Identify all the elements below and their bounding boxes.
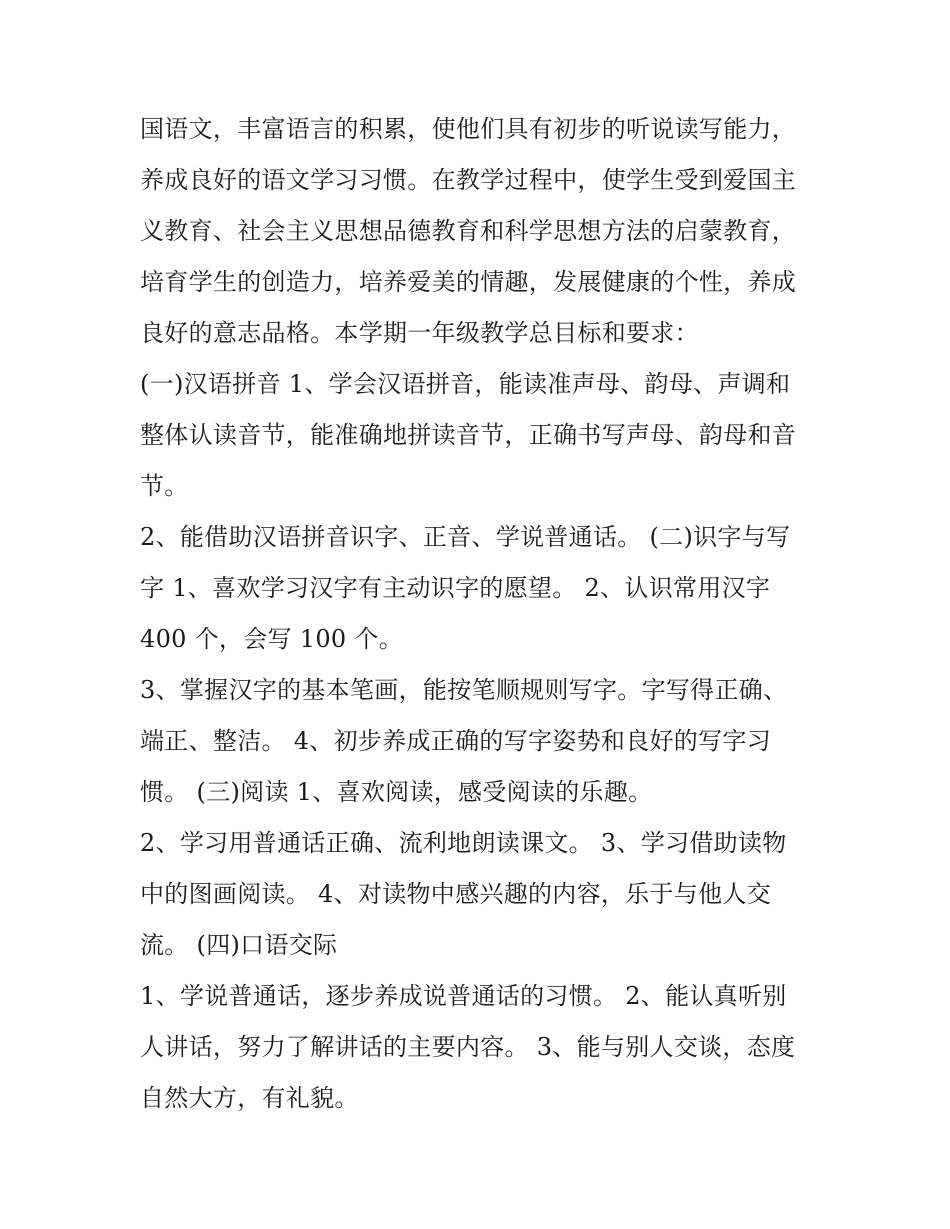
text-line: 2、学习用普通话正确、流利地朗读课文。 3、学习借助读物 — [140, 829, 787, 857]
text-line: 养成良好的语文学习习惯。在教学过程中，使学生受到爱国主 — [140, 166, 797, 194]
text-line: 400 个，会写 100 个。 — [140, 625, 404, 653]
text-line: 整体认读音节，能准确地拼读音节，正确书写声母、韵母和音 — [140, 421, 797, 449]
text-line: 1、学说普通话，逐步养成说普通话的习惯。 2、能认真听别 — [140, 982, 787, 1010]
text-line: 2、能借助汉语拼音识字、正音、学说普通话。 (二)识字与写 — [140, 523, 791, 551]
text-line: 人讲话，努力了解讲话的主要内容。 3、能与别人交谈，态度 — [140, 1033, 796, 1061]
text-line: 流。 (四)口语交际 — [140, 931, 338, 959]
text-line: 惯。 (三)阅读 1、喜欢阅读，感受阅读的乐趣。 — [140, 778, 653, 806]
text-line: 端正、整洁。 4、初步养成正确的写字姿势和良好的写字习 — [140, 727, 771, 755]
text-line: 良好的意志品格。本学期一年级教学总目标和要求： — [140, 319, 699, 347]
text-line: 义教育、社会主义思想品德教育和科学思想方法的启蒙教育， — [140, 217, 797, 245]
text-line: 中的图画阅读。 4、对读物中感兴趣的内容，乐于与他人交 — [140, 880, 771, 908]
text-line: 节。 — [140, 472, 189, 500]
text-line: 自然大方，有礼貌。 — [140, 1084, 359, 1112]
text-line: 国语文，丰富语言的积累，使他们具有初步的听说读写能力， — [140, 115, 797, 143]
body-text — [140, 104, 830, 1124]
text-line: 3、掌握汉字的基本笔画，能按笔顺规则写字。字写得正确、 — [140, 676, 788, 704]
text-line: (一)汉语拼音 1、学会汉语拼音，能读准声母、韵母、声调和 — [140, 370, 791, 398]
text-line: 字 1、喜欢学习汉字有主动识字的愿望。 2、认识常用汉字 — [140, 574, 771, 602]
text-line: 培育学生的创造力，培养爱美的情趣，发展健康的个性，养成 — [140, 268, 797, 296]
